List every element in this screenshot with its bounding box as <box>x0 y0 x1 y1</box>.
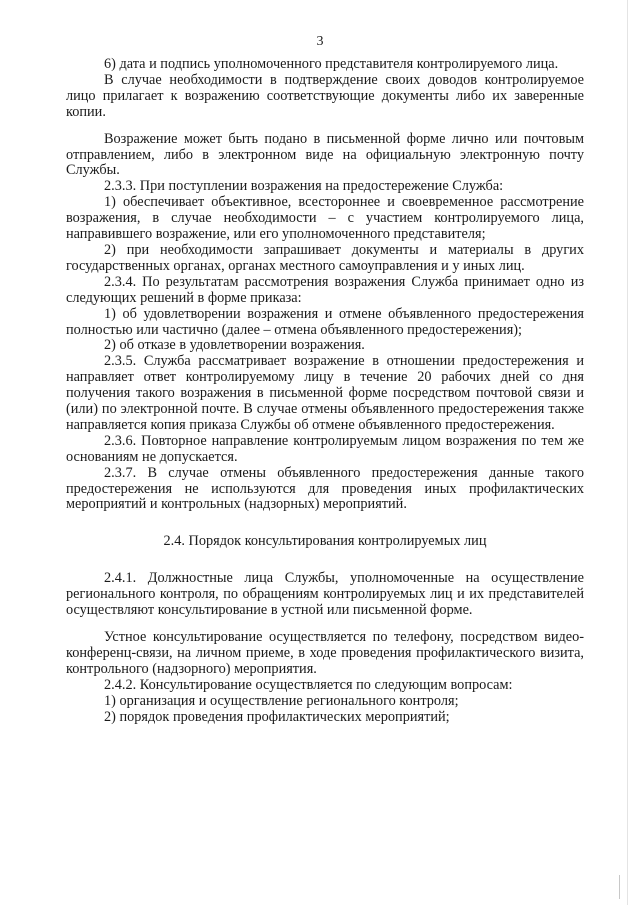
paragraph-2-3-3-item-1: 1) обеспечивает объективное, всестороннее и своевременное рассмотрение возражения, в случае необходимости – с участием контролируемого лица, направившего возражение, или его уполномоченного представителя; <box>66 194 584 243</box>
paragraph-2-3-4-item-1: 1) об удовлетворении возражения и отмене объявленного предостережения полностью или частично (далее – отмена объявленного предостережения); <box>66 305 584 338</box>
section-heading: 2.4. Порядок консультирования контролируемых лиц <box>163 533 487 550</box>
page-number: 3 <box>316 34 324 49</box>
paragraph-2-3-7: 2.3.7. В случае отмены объявленного предостережения данные такого предостережения не используются для проведения иных профилактических мероприятий и контрольных (надзорных) мероприятий. <box>66 464 584 513</box>
paragraph-attachments: В случае необходимости в подтверждение своих доводов контролируемое лицо прилагает к возражению соответствующие документы либо их заверенные копии. <box>66 71 584 120</box>
paragraph-2-3-6: 2.3.6. Повторное направление контролируемым лицом возражения по тем же основаниям не допускается. <box>66 432 584 465</box>
paragraph-submission-methods: Возражение может быть подано в письменной форме лично или почтовым отправлением, либо в электронном виде на официальную электронную почту Службы. <box>66 130 584 179</box>
paragraph-2-4-2-item-1: 1) организация и осуществление регионального контроля; <box>104 692 459 709</box>
paragraph-item-6-signature: 6) дата и подпись уполномоченного представителя контролируемого лица. <box>104 56 559 72</box>
document-body <box>66 57 584 725</box>
paragraph-2-4-2-item-2: 2) порядок проведения профилактических мероприятий; <box>104 708 450 725</box>
paragraph-2-3-3: 2.3.3. При поступлении возражения на предостережение Служба: <box>104 178 504 195</box>
paragraph-2-3-4: 2.3.4. По результатам рассмотрения возражения Служба принимает одно из следующих решений в форме приказа: <box>66 273 584 306</box>
paragraph-2-4-2: 2.4.2. Консультирование осуществляется по следующим вопросам: <box>104 676 513 693</box>
scan-edge-line <box>627 0 628 905</box>
paragraph-2-4-1: 2.4.1. Должностные лица Службы, уполномоченные на осуществление регионального контроля, по обращениям контролируемых лиц и их представителей осуществляют консультирование в устной или письменной форме. <box>66 570 584 619</box>
paragraph-2-3-3-item-2: 2) при необходимости запрашивает документы и материалы в других государственных органах, органах местного самоуправления и у иных лиц. <box>66 241 584 274</box>
paragraph-2-3-4-item-2: 2) об отказе в удовлетворении возражения. <box>104 337 365 354</box>
scan-corner-mark <box>619 875 632 899</box>
paragraph-2-3-5: 2.3.5. Служба рассматривает возражение в отношении предостережения и направляет ответ контролируемому лицу в течение 20 рабочих дней со дня получения такого возражения в письменной форме посредством почтовой связи и (или) по электронной почте. В случае отмены объявленного предостережения также направляется копия приказа Службы об отмене объявленного предостережения. <box>66 353 584 433</box>
paragraph-oral-consultation: Устное консультирование осуществляется по телефону, посредством видео-конференц-связи, на личном приеме, в ходе проведения профилактического визита, контрольного (надзорного) мероприятия. <box>66 629 584 677</box>
